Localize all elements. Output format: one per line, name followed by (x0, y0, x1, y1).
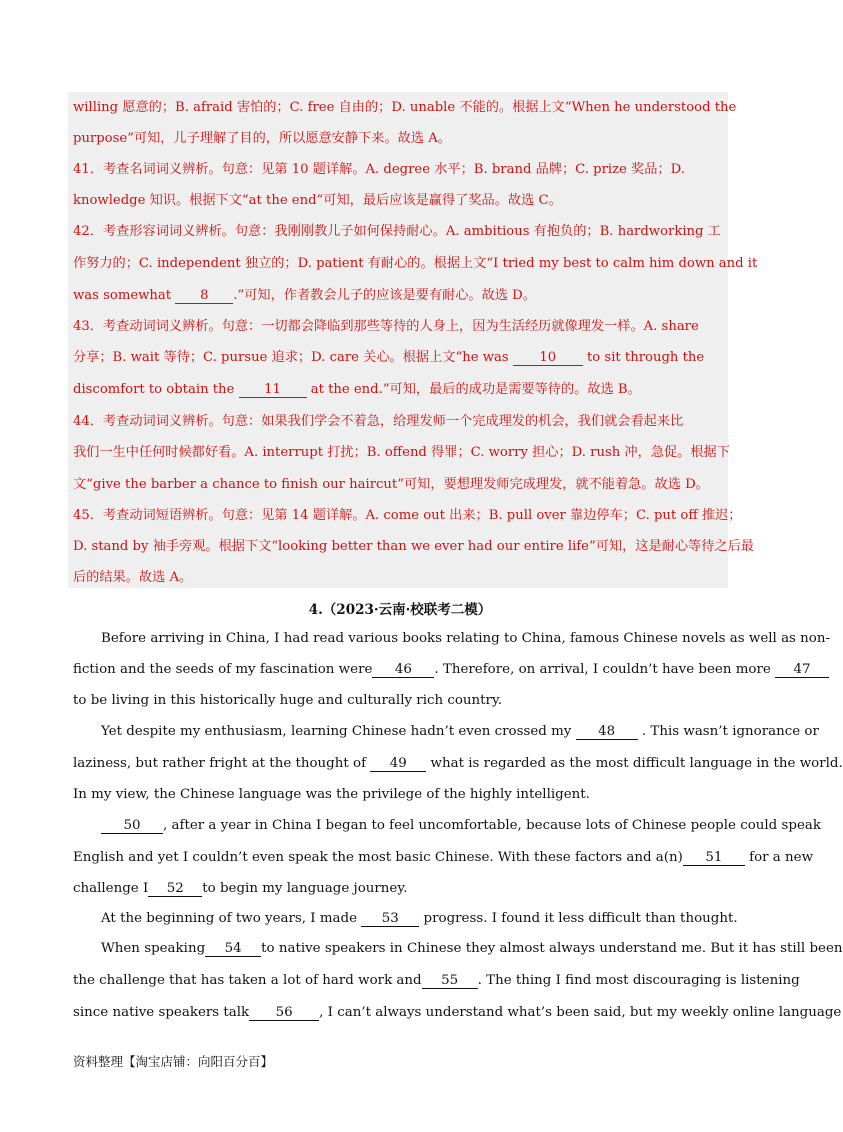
blank-55: 55 (422, 974, 478, 989)
answer-line: 43．考查动词词义辨析。句意：一切都会降临到那些等待的人身上，因为生活经历就像理发一样。A. share (73, 319, 699, 334)
passage-text: to native speakers in Chinese they almost always understand me. But it has still been (261, 941, 843, 956)
answer-text: 分享；B. wait 等待；C. pursue 追求；D. care 关心。根据上文“he was (73, 350, 513, 365)
footer-source: 资料整理【淘宝店铺：向阳百分百】 (73, 1054, 274, 1069)
blank-11: 11 (239, 383, 307, 398)
answer-line: 42．考查形容词词义辨析。句意：我刚刚教儿子如何保持耐心。A. ambitious 有抱负的；B. hardworking 工 (73, 224, 721, 239)
passage-line (73, 881, 407, 897)
passage-text: When speaking (101, 941, 206, 956)
passage-line (73, 973, 800, 989)
passage-text: challenge I (73, 881, 149, 896)
passage-text: At the beginning of two years, I made (101, 911, 362, 926)
answer-line: 我们一生中任何时候都好看。A. interrupt 打扰；B. offend 得罪；C. worry 担心；D. rush 冲，急促。根据下 (73, 445, 730, 460)
passage-text: for a new (744, 850, 814, 865)
blank-52: 52 (148, 882, 202, 897)
passage-line (101, 941, 843, 957)
passage-text: , I can’t always understand what’s been said, but my weekly online language (319, 1005, 842, 1020)
answer-line: 作努力的；C. independent 独立的；D. patient 有耐心的。根据上文“I tried my best to calm him down and it (73, 256, 758, 271)
answer-line: 41．考查名词词义辨析。句意：见第 10 题详解。A. degree 水平；B. brand 品牌；C. prize 奖品；D. (73, 162, 685, 177)
answer-line (73, 382, 641, 398)
passage-line (73, 756, 843, 772)
blank-10: 10 (513, 351, 583, 366)
answer-line: purpose”可知，儿子理解了目的，所以愿意安静下来。故选 A。 (73, 131, 451, 146)
passage-text: laziness, but rather fright at the thought of (73, 756, 371, 771)
blank-48: 48 (576, 725, 638, 740)
passage-line: In my view, the Chinese language was the privilege of the highly intelligent. (73, 787, 590, 802)
passage-text: progress. I found it less difficult than thought. (419, 911, 738, 926)
passage-text: , after a year in China I began to feel uncomfortable, because lots of Chinese people could speak (163, 818, 821, 833)
answer-text: discomfort to obtain the (73, 382, 239, 397)
passage-text: . This wasn’t ignorance or (637, 724, 819, 739)
blank-49: 49 (370, 757, 426, 772)
answer-line (73, 288, 536, 304)
blank-8: 8 (175, 289, 233, 304)
passage-text: English and yet I couldn’t even speak the most basic Chinese. With these factors and a(n) (73, 850, 683, 865)
blank-51: 51 (683, 851, 745, 866)
passage-line (101, 911, 738, 927)
answer-line: 45．考查动词短语辨析。句意：见第 14 题详解。A. come out 出来；B. pull over 靠边停车；C. put off 推迟； (73, 508, 742, 523)
answer-line: willing 愿意的；B. afraid 害怕的；C. free 自由的；D. unable 不能的。根据上文“When he understood the (73, 100, 737, 115)
answer-text: was somewhat (73, 288, 176, 303)
passage-text: what is regarded as the most difficult language in the world. (426, 756, 843, 771)
passage-line (73, 1005, 841, 1021)
question-heading: 4.（2023·云南·校联考二模） (308, 602, 492, 618)
passage-text: fiction and the seeds of my fascination were (73, 662, 373, 677)
answer-line: 44．考查动词词义辨析。句意：如果我们学会不着急，给理发师一个完成理发的机会，我们就会看起来比 (73, 414, 684, 429)
passage-line: to be living in this historically huge and culturally rich country. (73, 693, 502, 708)
passage-text: Yet despite my enthusiasm, learning Chinese hadn’t even crossed my (101, 724, 576, 739)
blank-53: 53 (361, 912, 419, 927)
answer-line: knowledge 知识。根据下文“at the end”可知，最后应该是赢得了奖品。故选 C。 (73, 193, 562, 208)
passage-text: . Therefore, on arrival, I couldn’t have been more (434, 662, 776, 677)
passage-line (101, 818, 821, 834)
answer-line: 后的结果。故选 A。 (73, 570, 193, 585)
passage-line (73, 662, 829, 678)
blank-46: 46 (372, 663, 434, 678)
answer-text: to sit through the (582, 350, 705, 365)
passage-text: the challenge that has taken a lot of hard work and (73, 973, 422, 988)
blank-54: 54 (205, 942, 261, 957)
answer-line (73, 350, 704, 366)
answer-text: .”可知，作者教会儿子的应该是要有耐心。故选 D。 (233, 288, 536, 303)
blank-50: 50 (101, 819, 163, 834)
blank-56: 56 (249, 1006, 319, 1021)
passage-line (73, 850, 813, 866)
passage-text: . The thing I find most discouraging is listening (477, 973, 800, 988)
passage-text: to begin my language journey. (202, 881, 408, 896)
passage-line (101, 724, 819, 740)
blank-47: 47 (775, 663, 829, 678)
passage-line: Before arriving in China, I had read various books relating to China, famous Chinese novels as well as non- (101, 631, 831, 646)
answer-text: at the end.”可知，最后的成功是需要等待的。故选 B。 (306, 382, 641, 397)
answer-line: D. stand by 袖手旁观。根据下文“looking better than we ever had our entire life”可知，这是耐心等待之后最 (73, 539, 754, 554)
passage-text: since native speakers talk (73, 1005, 250, 1020)
answer-line: 文“give the barber a chance to finish our haircut”可知，要想理发师完成理发，就不能着急。故选 D。 (73, 477, 709, 492)
